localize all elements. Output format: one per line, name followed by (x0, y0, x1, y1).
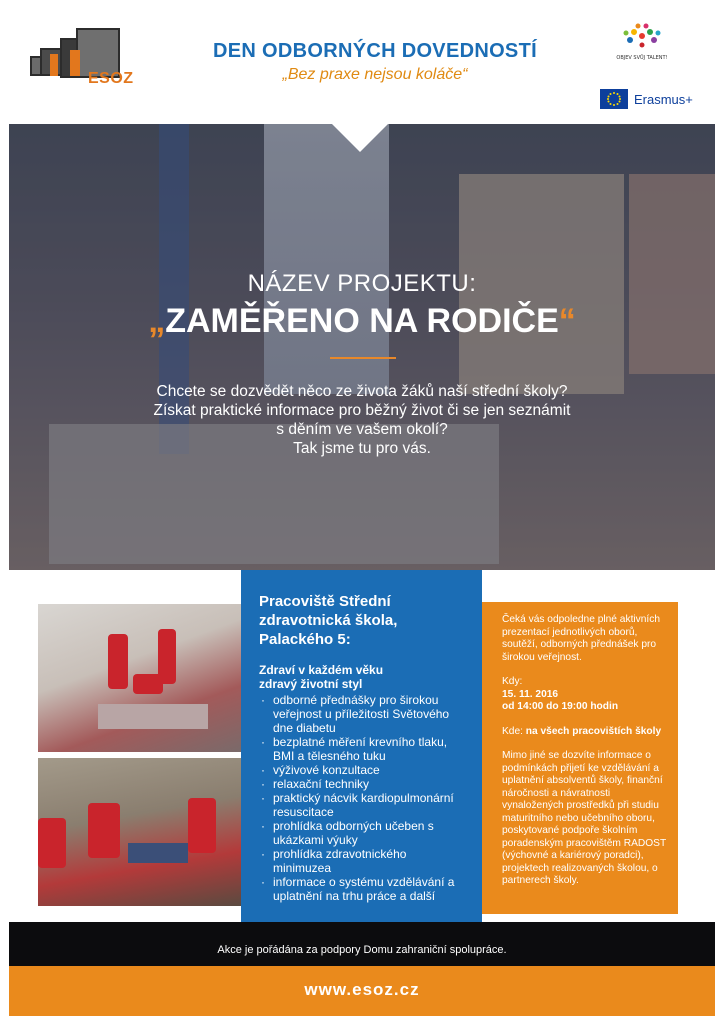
logo-text: ESOZ (88, 70, 134, 87)
program-list (259, 693, 464, 903)
photo-first-aid-demo (38, 604, 241, 752)
photo-cpr-training (38, 758, 241, 906)
quote-close: “ (558, 302, 576, 340)
event-more-info: Mimo jiné se dozvíte informace o podmínkách přijetí ke vzdělávání a uplatnění absolventů školy, finanční náročnosti a návratnosti vynaložených prostředků při studiu maturitního nebo učebního oboru, poskytované podpoře školním poradenským pracovištěm RADOST (výchovné a kariérový poradci), projektech realizovaných školou, o partnerech školy. (502, 750, 666, 886)
event-intro: Čeká vás odpoledne plné aktivních prezentací jednotlivých oborů, soutěží, odborných přednášek pro širokou veřejnost. (502, 614, 661, 663)
location-line: Pracoviště Střední (259, 593, 391, 610)
program-title: Zdraví v každém věku (259, 663, 384, 677)
hero-photo (9, 124, 715, 570)
sponsor-note: Akce je pořádána za podpory Domu zahraniční spolupráce. (217, 944, 507, 956)
website-link[interactable]: www.esoz.cz (304, 980, 420, 999)
location-line: zdravotnická škola, (259, 612, 398, 629)
page-subtitle: „Bez praxe nejsou koláče“ (282, 66, 468, 83)
title-divider (330, 357, 396, 359)
esoz-logo (30, 28, 134, 87)
when-label: Kdy: (502, 676, 523, 687)
list-item: · výživové konzultace (259, 763, 464, 777)
intro-line: Chcete se dozvědět něco ze života žáků naší střední školy? (156, 383, 568, 400)
list-item: · bezplatné měření krevního tlaku, BMI a tělesného tuku (259, 735, 464, 763)
list-item: · informace o systému vzdělávání a uplatnění na trhu práce a další (259, 875, 464, 903)
event-details-box (482, 602, 678, 914)
location-line: Palackého 5: (259, 631, 351, 648)
project-label: NÁZEV PROJEKTU: (247, 270, 477, 297)
eu-flag-icon (600, 89, 628, 109)
project-name-text: ZAMĚŘENO NA RODIČE (165, 302, 559, 340)
list-item: · prohlídka zdravotnického minimuzea (259, 847, 464, 875)
talent-logo-icon (612, 14, 672, 74)
list-item: · odborné přednášky pro širokou veřejnost u příležitosti Světového dne diabetu (259, 693, 464, 735)
page-title: DEN ODBORNÝCH DOVEDNOSTÍ (213, 40, 537, 62)
event-place (502, 726, 668, 739)
where-label: Kde: (502, 725, 526, 737)
erasmus-logo (600, 88, 693, 110)
project-name (0, 302, 724, 341)
list-item: · prohlídka odborných učeben s ukázkami výuky (259, 819, 464, 847)
intro-line: Tak jsme tu pro vás. (293, 440, 431, 457)
program-subtitle: zdravý životní styl (259, 677, 363, 691)
intro-line: s děním ve vašem okolí? (276, 421, 448, 438)
location-title (259, 592, 464, 649)
intro-text (110, 382, 614, 458)
talent-logo-text: OBJEV SVŮJ TALENT! (616, 55, 668, 61)
event-time: od 14:00 do 19:00 hodin (502, 701, 619, 712)
quote-open: „ (148, 302, 166, 340)
list-item: · praktický nácvik kardiopulmonární resuscitace (259, 791, 464, 819)
where-value: na všech pracovištích školy (525, 725, 662, 737)
hero-notch (332, 124, 388, 152)
page-header (0, 0, 724, 124)
event-date: 15. 11. 2016 (502, 688, 559, 700)
location-info-box (241, 570, 482, 922)
list-item: · relaxační techniky (259, 777, 464, 791)
intro-line: Získat praktické informace pro běžný život či se jen seznámit (153, 402, 571, 419)
erasmus-label: Erasmus+ (634, 91, 693, 107)
